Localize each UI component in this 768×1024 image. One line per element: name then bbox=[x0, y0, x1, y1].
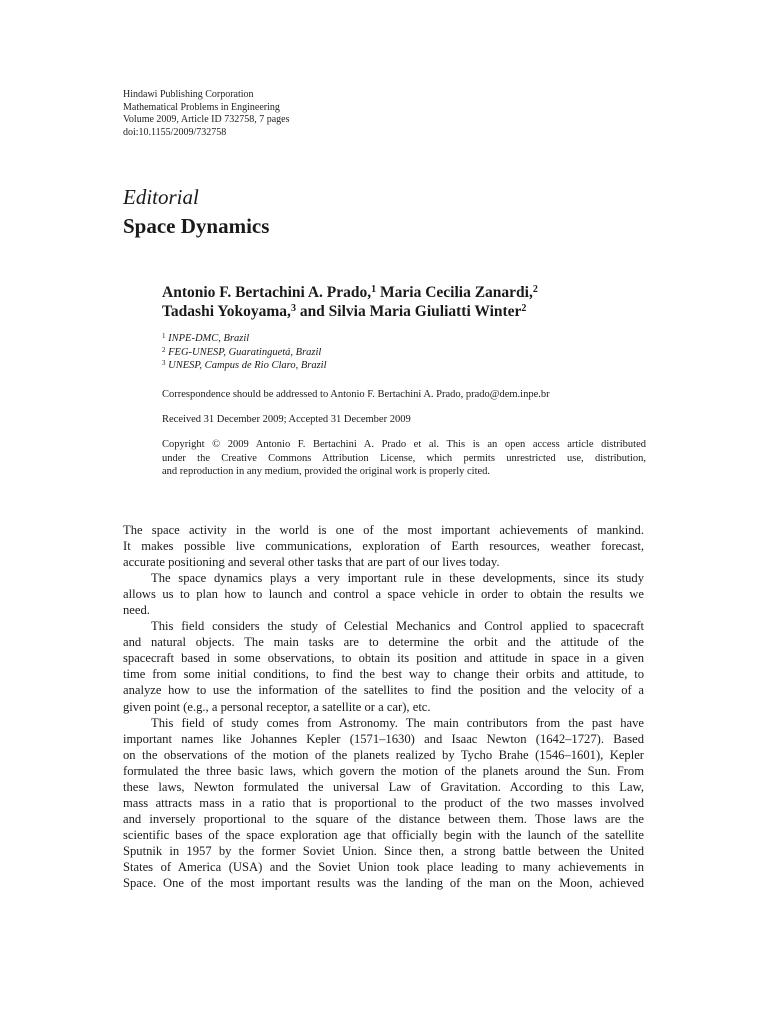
body-line: The space activity in the world is one of the most important achievements of mankind. bbox=[123, 523, 644, 537]
body-line: these laws, Newton formulated the universal Law of Gravitation. According to this Law, bbox=[123, 779, 644, 794]
body-line: given point (e.g., a personal receptor, a satellite or a car), etc. bbox=[123, 699, 431, 714]
author-name: Maria Cecilia Zanardi, bbox=[376, 284, 533, 301]
author-list bbox=[162, 283, 662, 321]
body-line: This field of study comes from Astronomy. The main contributors from the past have bbox=[151, 715, 644, 730]
author-name: Tadashi Yokoyama, bbox=[162, 303, 291, 320]
body-line: This field considers the study of Celestial Mechanics and Control applied to spacecraft bbox=[151, 619, 644, 634]
affiliation-text: FEG-UNESP, Guaratinguetá, Brazil bbox=[165, 346, 322, 358]
copyright-line: under the Creative Commons Attribution License, which permits unrestricted use, distribution, bbox=[162, 452, 646, 464]
body-line: Sputnik in 1957 by the former Soviet Union. Since then, a strong battle between the United bbox=[123, 843, 644, 858]
body-line: formulated the three basic laws, which govern the motion of the planets around the Sun. From bbox=[123, 763, 644, 778]
body-line: time from some initial conditions, to find the best way to change their orbits and attitude, to bbox=[123, 667, 644, 682]
body-paragraph bbox=[123, 715, 644, 892]
copyright-notice bbox=[162, 438, 646, 479]
article-title: Space Dynamics bbox=[123, 214, 270, 238]
body-line: need. bbox=[123, 603, 150, 618]
author-affiliation-marker: 1 bbox=[371, 284, 377, 295]
affiliation-list bbox=[162, 332, 327, 373]
journal-header bbox=[123, 89, 289, 139]
body-line: mass attracts mass in a ratio that is proportional to the product of the two masses involved bbox=[123, 795, 644, 810]
body-line: and natural objects. The main tasks are to determine the orbit and the attitude of the bbox=[123, 635, 644, 650]
body-line: States of America (USA) and the Soviet Union took place leading to many achievements in bbox=[123, 859, 644, 874]
body-line: scientific bases of the space exploration age that officially begin with the launch of the satellite bbox=[123, 827, 644, 842]
body-line: It makes possible live communications, exploration of Earth resources, weather forecast, bbox=[123, 539, 644, 554]
doi: doi:10.1155/2009/732758 bbox=[123, 126, 227, 138]
affiliation bbox=[162, 359, 327, 373]
affiliation-marker: 2 bbox=[162, 345, 166, 354]
body-line: accurate positioning and several other tasks that are part of our lives today. bbox=[123, 555, 500, 570]
volume-info: Volume 2009, Article ID 732758, 7 pages bbox=[123, 114, 290, 125]
affiliation-marker: 1 bbox=[162, 332, 166, 340]
affiliation bbox=[162, 332, 327, 346]
body-line: Space. One of the most important results was the landing of the man on the Moon, achieved bbox=[123, 876, 644, 891]
affiliation-text: INPE-DMC, Brazil bbox=[165, 333, 250, 344]
copyright-line: and reproduction in any medium, provided the original work is properly cited. bbox=[162, 466, 491, 477]
body-paragraph bbox=[123, 522, 644, 570]
author-affiliation-marker: 2 bbox=[532, 284, 538, 295]
body-line: allows us to plan how to launch and control a space vehicle in order to obtain the results we bbox=[123, 587, 644, 602]
copyright-line: Copyright © 2009 Antonio F. Bertachini A. Prado et al. This is an open access article distributed bbox=[162, 439, 646, 450]
author-line-2 bbox=[162, 302, 662, 321]
affiliation bbox=[162, 346, 327, 360]
body-line: important names like Johannes Kepler (1571–1630) and Isaac Newton (1642–1727). Based bbox=[123, 731, 644, 746]
body-line: and inversely proportional to the square of the distance between them. Those laws are the bbox=[123, 811, 644, 826]
correspondence-note: Correspondence should be addressed to Antonio F. Bertachini A. Prado, prado@dem.inpe.br bbox=[162, 389, 550, 400]
body-line: spacecraft based in some observations, to obtain its position and attitude in space in a given bbox=[123, 651, 644, 666]
journal-name: Mathematical Problems in Engineering bbox=[123, 101, 280, 113]
author-affiliation-marker: 3 bbox=[290, 303, 296, 314]
publisher-name: Hindawi Publishing Corporation bbox=[123, 89, 254, 100]
author-affiliation-marker: 2 bbox=[521, 303, 527, 314]
affiliation-marker: 3 bbox=[162, 359, 166, 367]
received-accepted-dates: Received 31 December 2009; Accepted 31 December 2009 bbox=[162, 414, 411, 425]
body-line: analyze how to use the information of the satellites to find the position and the velocity of a bbox=[123, 683, 644, 698]
article-type: Editorial bbox=[123, 185, 199, 209]
body-paragraph bbox=[123, 618, 644, 714]
author-line-1 bbox=[162, 283, 662, 302]
author-name: and Silvia Maria Giuliatti Winter bbox=[295, 303, 522, 320]
body-text bbox=[123, 522, 644, 891]
author-name: Antonio F. Bertachini A. Prado, bbox=[162, 284, 372, 301]
body-line: on the observations of the motion of the planets realized by Tycho Brahe (1546–1601), Kepler bbox=[123, 747, 644, 762]
affiliation-text: UNESP, Campus de Rio Claro, Brazil bbox=[165, 360, 327, 371]
body-paragraph bbox=[123, 570, 644, 618]
body-line: The space dynamics plays a very important rule in these developments, since its study bbox=[151, 571, 644, 586]
